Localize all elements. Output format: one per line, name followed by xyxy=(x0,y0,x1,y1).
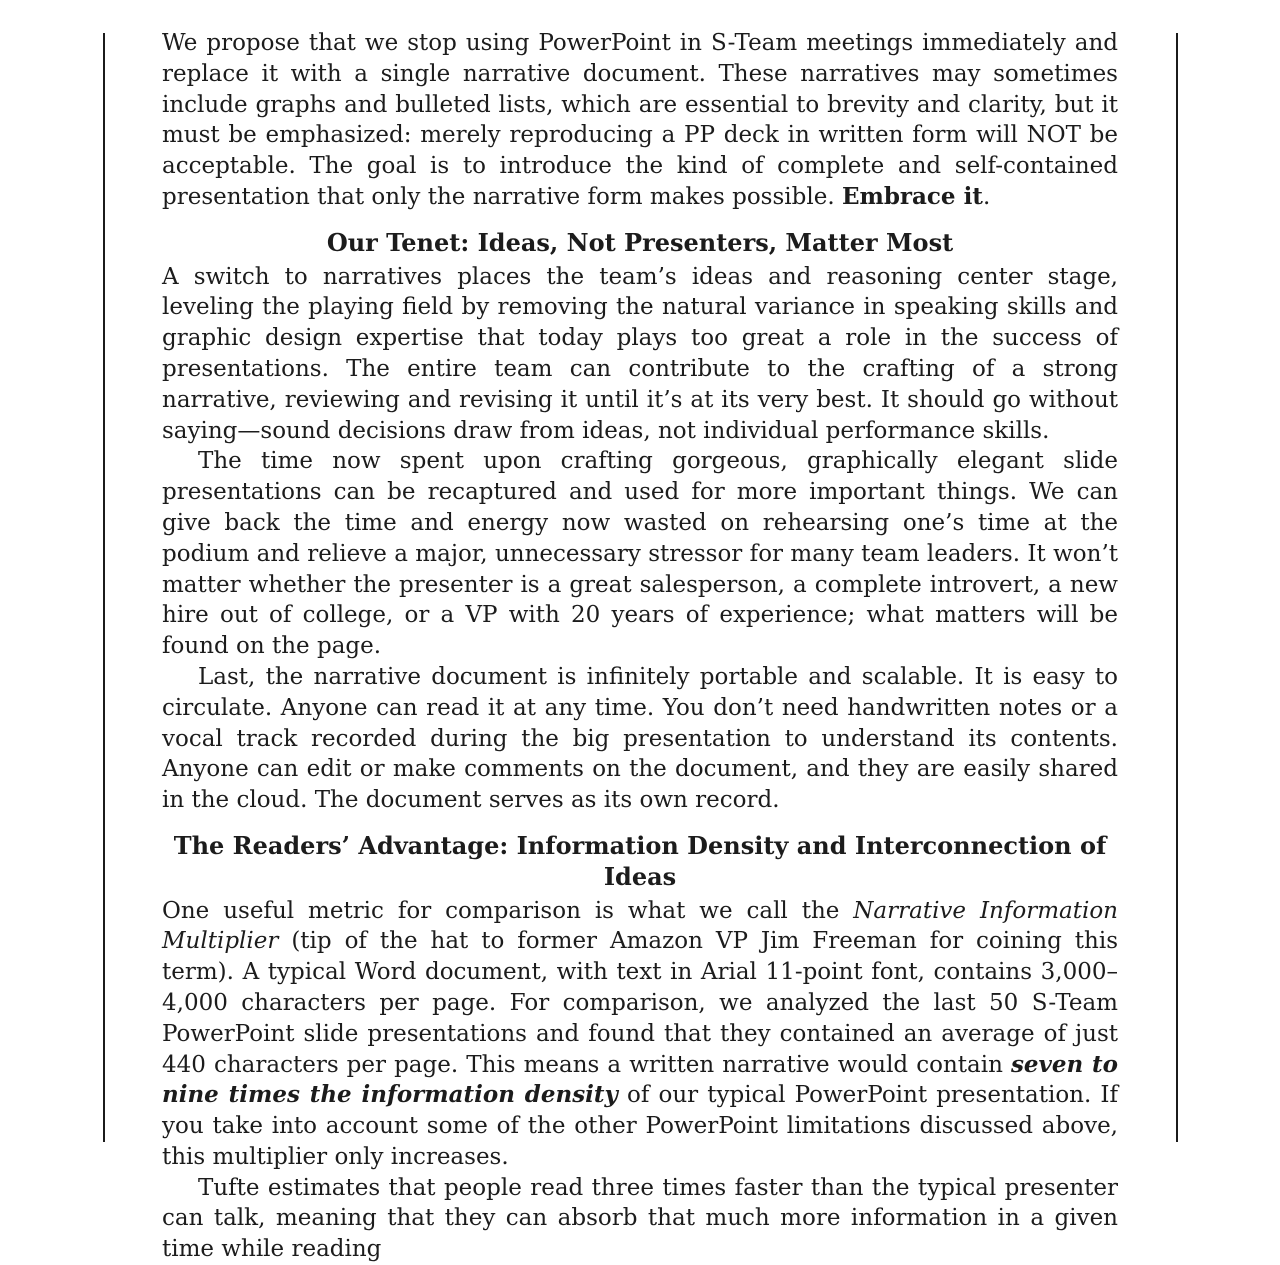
text-segment: seven to nine times the information density xyxy=(162,1050,1119,1109)
section-heading-our-tenet: Our Tenet: Ideas, Not Presenters, Matter Most xyxy=(326,227,954,257)
paragraph-portable-scalable xyxy=(162,662,1118,816)
paragraph-tufte-estimates xyxy=(162,1173,1118,1265)
text-segment: of our typical PowerPoint presentation. If you take into account some of the other PowerPoint limitations discussed above, this multiplier only increases. xyxy=(162,1082,1118,1170)
text-segment: The time now spent upon crafting gorgeous, graphically elegant slide presentations can be recaptured and used for more important things. We can give back the time and energy now wasted on rehearsing one’s time at the podium and relieve a major, unnecessary stressor for many team leaders. It won’t matter whether the presenter is a great salesperson, a complete introvert, a new hire out of college, or a VP with 20 years of experience; what matters will be found on the page. xyxy=(162,448,1118,660)
text-segment: We propose that we stop using PowerPoint in S-Team meetings immediately and replace it with a single narrative document. These narratives may sometimes include graphs and bulleted lists, which are essential to brevity and clarity, but it must be emphasized: merely reproducing a PP deck in written form will NOT be acceptable. The goal is to introduce the kind of complete and self-contained presentation that only the narrative form makes possible. xyxy=(162,30,1118,210)
section-heading-readers-advantage: The Readers’ Advantage: Information Density and Interconnection of Ideas xyxy=(173,830,1107,891)
page-right-border-rule xyxy=(1176,33,1178,1142)
book-page-text-column xyxy=(162,28,1118,1265)
text-segment: One useful metric for comparison is what we call the xyxy=(162,897,854,924)
paragraph-information-multiplier xyxy=(162,896,1118,1173)
text-segment: Last, the narrative document is infinitely portable and scalable. It is easy to circulate. Anyone can read it at any time. You don’t need handwritten notes or a vocal track recorded during the big presentation to understand its contents. Anyone can edit or make comments on the document, and they are easily shared in the cloud. The document serves as its own record. xyxy=(162,663,1118,814)
text-segment: Narrative Information Multiplier xyxy=(162,897,1118,955)
text-segment: (tip of the hat to former Amazon VP Jim Freeman for coining this term). A typical Word document, with text in Arial 11-point font, contains 3,000–4,000 characters per page. For comparison, we analyzed the last 50 S-Team PowerPoint slide presentations and found that they contained an average of just 440 characters per page. This means a written narrative would contain xyxy=(162,928,1118,1078)
text-segment: . xyxy=(982,183,991,210)
paragraph-switch-to-narratives xyxy=(162,262,1118,447)
text-segment: Tufte estimates that people read three times faster than the typical presenter can talk, meaning that they can absorb that much more information in a given time while reading xyxy=(162,1174,1118,1263)
paragraph-proposal xyxy=(162,28,1118,213)
text-segment: Embrace it xyxy=(841,182,983,210)
page-left-border-rule xyxy=(103,33,105,1142)
text-segment: A switch to narratives places the team’s ideas and reasoning center stage, leveling the playing field by removing the natural variance in speaking skills and graphic design expertise that today plays too great a role in the success of presentations. The entire team can contribute to the crafting of a strong narrative, reviewing and revising it until it’s at its very best. It should go without saying—sound decisions draw from ideas, not individual performance skills. xyxy=(162,263,1118,444)
paragraph-time-recaptured xyxy=(162,446,1118,662)
